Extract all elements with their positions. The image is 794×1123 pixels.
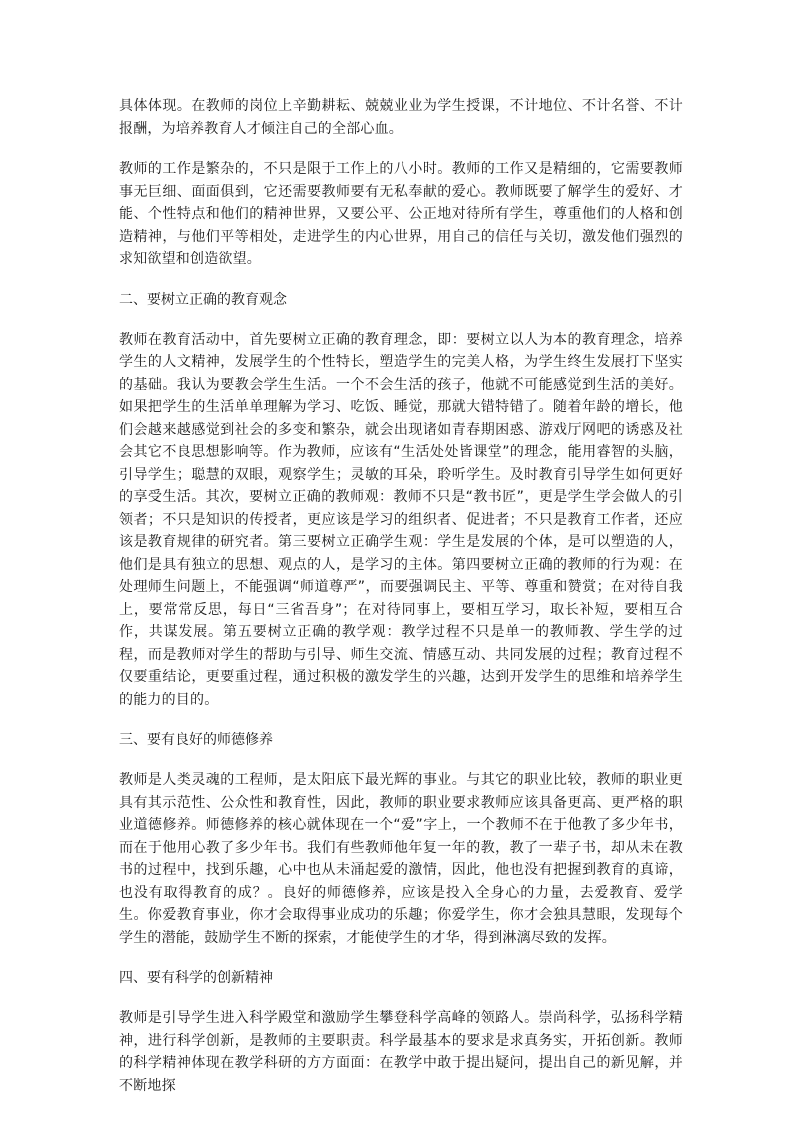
paragraph-teacher-work: 教师的工作是繁杂的，不只是限于工作上的八小时。教师的工作又是精细的，它需要教师事无巨细、面面俱到，它还需要教师要有无私奉献的爱心。教师既要了解学生的爱好、才能、个性特点和他们的精神世界，又要公平、公正地对待所有学生，尊重他们的人格和创造精神，与他们平等相处，走进学生的内心世界，用自己的信任与关切，激发他们强烈的求知欲望和创造欲望。 (119, 161, 683, 267)
section-heading-2: 二、要树立正确的教育观念 (119, 291, 287, 308)
paragraph-teacher-dedication: 具体体现。在教师的岗位上辛勤耕耘、兢兢业业为学生授课，不计地位、不计名誉、不计报酬，为培养教育人才倾注自己的全部心血。 (119, 98, 683, 137)
document-page (119, 95, 683, 1115)
section-heading-3: 三、要有良好的师德修养 (119, 732, 273, 748)
paragraph-scientific-innovation: 教师是引导学生进入科学殿堂和激励学生攀登科学高峰的领路人。崇尚科学，弘扬科学精神，进行科学创新，是教师的主要职责。科学最基本的要求是求真务实，开拓创新。教师的科学精神体现在教学科研的方方面面：在教学中敢于提出疑问，提出自己的新见解，并不断地探 (119, 1010, 683, 1094)
paragraph-education-concepts: 教师在教育活动中，首先要树立正确的教育理念，即：要树立以人为本的教育理念，培养学生的人文精神，发展学生的个性特长，塑造学生的完美人格，为学生终生发展打下坚实的基础。我认为要教会学生生活。一个不会生活的孩子，他就不可能感觉到生活的美好。如果把学生的生活单单理解为学习、吃饭、睡觉，那就大错特错了。随着年龄的增长，他们会越来越感觉到社会的多变和繁杂，就会出现诸如青春期困惑、游戏厅网吧的诱惑及社会其它不良思想影响等。作为教师，应该有“生活处处皆课堂”的理念，能用睿智的头脑，引导学生；聪慧的双眼，观察学生；灵敏的耳朵，聆听学生。及时教育引导学生如何更好的享受生活。其次，要树立正确的教师观：教师不只是“教书匠”，更是学生学会做人的引领者；不只是知识的传授者，更应该是学习的组织者、促进者；不只是教育工作者，还应该是教育规律的研究者。第三要树立正确学生观：学生是发展的个体，是可以塑造的人，他们是具有独立的思想、观点的人，是学习的主体。第四要树立正确的教师的行为观：在处理师生问题上，不能强调“师道尊严”，而要强调民主、平等、尊重和赞赏；在对待自我上，要常常反思，每日“三省吾身”；在对待同事上，要相互学习，取长补短，要相互合作，共谋发展。第五要树立正确的教学观：教学过程不只是单一的教师教、学生学的过程，而是教师对学生的帮助与引导、师生交流、情感互动、共同发展的过程；教育过程不仅要重结论，更要重过程，通过积极的激发学生的兴趣，达到开发学生的思维和培养学生的能力的目的。 (119, 331, 683, 708)
section-heading-4: 四、要有科学的创新精神 (119, 970, 273, 986)
paragraph-teacher-ethics: 教师是人类灵魂的工程师，是太阳底下最光辉的事业。与其它的职业比较，教师的职业更具有其示范性、公众性和教育性，因此，教师的职业要求教师应该具备更高、更严格的职业道德修养。师德修养的核心就体现在一个“爱”字上，一个教师不在于他教了多少年书，而在于他用心教了多少年书。我们有些教师他年复一年的教，教了一辈子书，却从未在教书的过程中，找到乐趣，心中也从未涌起爱的激情，因此，他也没有把握到教育的真谛，也没有取得教育的成？。良好的师德修养，应该是投入全身心的力量，去爱教育、爱学生。你爱教育事业，你才会取得事业成功的乐趣；你爱学生，你才会独具慧眼，发现每个学生的潜能，鼓励学生不断的探索，才能使学生的才华，得到淋漓尽致的发挥。 (119, 772, 683, 946)
